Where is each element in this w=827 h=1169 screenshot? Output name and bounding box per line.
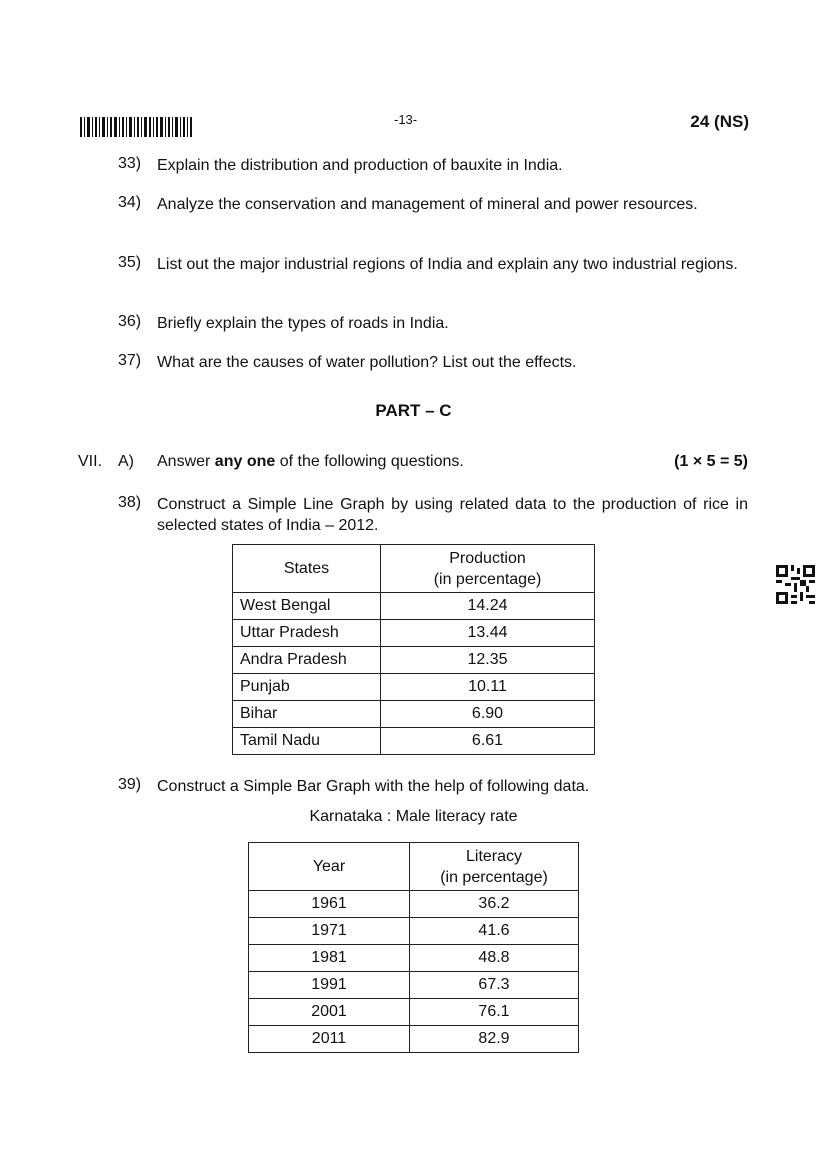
table-cell: 6.61 — [381, 728, 595, 755]
table-caption: Karnataka : Male literacy rate — [309, 808, 518, 825]
instruction-pre: Answer — [157, 453, 215, 470]
question-text: List out the major industrial regions of India and explain any two industrial regions. — [157, 256, 738, 273]
table-cell: 12.35 — [381, 647, 595, 674]
question-number: 34) — [118, 194, 142, 211]
table-cell: Bihar — [233, 701, 381, 728]
literacy-table — [248, 842, 579, 1053]
paper-code: 24 (NS) — [690, 112, 749, 131]
table-cell: 76.1 — [410, 999, 579, 1026]
table-header: Year — [249, 843, 410, 891]
table-cell: 82.9 — [410, 1026, 579, 1053]
question-number: 37) — [118, 352, 142, 369]
question-text: Explain the distribution and production of bauxite in India. — [157, 157, 563, 174]
table-row — [233, 701, 595, 728]
table-header — [381, 545, 595, 593]
section-marks: (1 × 5 = 5) — [674, 453, 748, 470]
instruction-post: of the following questions. — [275, 453, 464, 470]
table-cell: 13.44 — [381, 620, 595, 647]
table-row — [249, 972, 579, 999]
instruction-bold: any one — [214, 453, 276, 470]
table-cell: Punjab — [233, 674, 381, 701]
question-number: 33) — [118, 155, 142, 172]
table-cell: 1961 — [249, 891, 410, 918]
table-cell: 41.6 — [410, 918, 579, 945]
table-cell: 67.3 — [410, 972, 579, 999]
question-text: Briefly explain the types of roads in India. — [157, 315, 449, 332]
table-row — [249, 1026, 579, 1053]
question-text: Analyze the conservation and management of mineral and power resources. — [157, 196, 698, 213]
table-cell: 10.11 — [381, 674, 595, 701]
question-text: Construct a Simple Line Graph by using related data to the production of rice in selected states of India – 2012. — [157, 496, 748, 534]
table-row — [233, 674, 595, 701]
section-instruction — [157, 453, 464, 471]
table-cell: West Bengal — [233, 593, 381, 620]
table-cell: 6.90 — [381, 701, 595, 728]
table-cell: 1991 — [249, 972, 410, 999]
table-header — [410, 843, 579, 891]
table-cell: 2001 — [249, 999, 410, 1026]
table-cell: 2011 — [249, 1026, 410, 1053]
table-row — [249, 918, 579, 945]
section-roman: VII. — [78, 453, 103, 470]
page-number: -13- — [394, 112, 418, 127]
table-row — [249, 999, 579, 1026]
table-row — [233, 620, 595, 647]
question-number: 38) — [118, 494, 142, 511]
question-number: 36) — [118, 313, 142, 330]
header-line: Literacy — [465, 847, 523, 865]
table-cell: Andra Pradesh — [233, 647, 381, 674]
barcode — [80, 117, 192, 137]
question-text: What are the causes of water pollution? List out the effects. — [157, 354, 577, 371]
table-row — [233, 728, 595, 755]
header-line: (in percentage) — [433, 570, 542, 588]
question-number: 39) — [118, 776, 142, 793]
table-row — [233, 593, 595, 620]
table-cell: 1981 — [249, 945, 410, 972]
part-title: PART – C — [375, 401, 452, 420]
table-row — [249, 891, 579, 918]
table-cell: 14.24 — [381, 593, 595, 620]
table-cell: 36.2 — [410, 891, 579, 918]
question-text: Construct a Simple Bar Graph with the help of following data. — [157, 778, 590, 795]
section-letter: A) — [118, 453, 134, 470]
table-cell: 48.8 — [410, 945, 579, 972]
rice-production-table — [232, 544, 595, 755]
table-header: States — [233, 545, 381, 593]
question-number: 35) — [118, 254, 142, 271]
table-row — [233, 647, 595, 674]
header-line: Production — [449, 549, 526, 567]
table-cell: Tamil Nadu — [233, 728, 381, 755]
qr-code — [776, 565, 815, 604]
table-row — [249, 945, 579, 972]
table-cell: Uttar Pradesh — [233, 620, 381, 647]
header-line: (in percentage) — [440, 868, 548, 886]
table-cell: 1971 — [249, 918, 410, 945]
